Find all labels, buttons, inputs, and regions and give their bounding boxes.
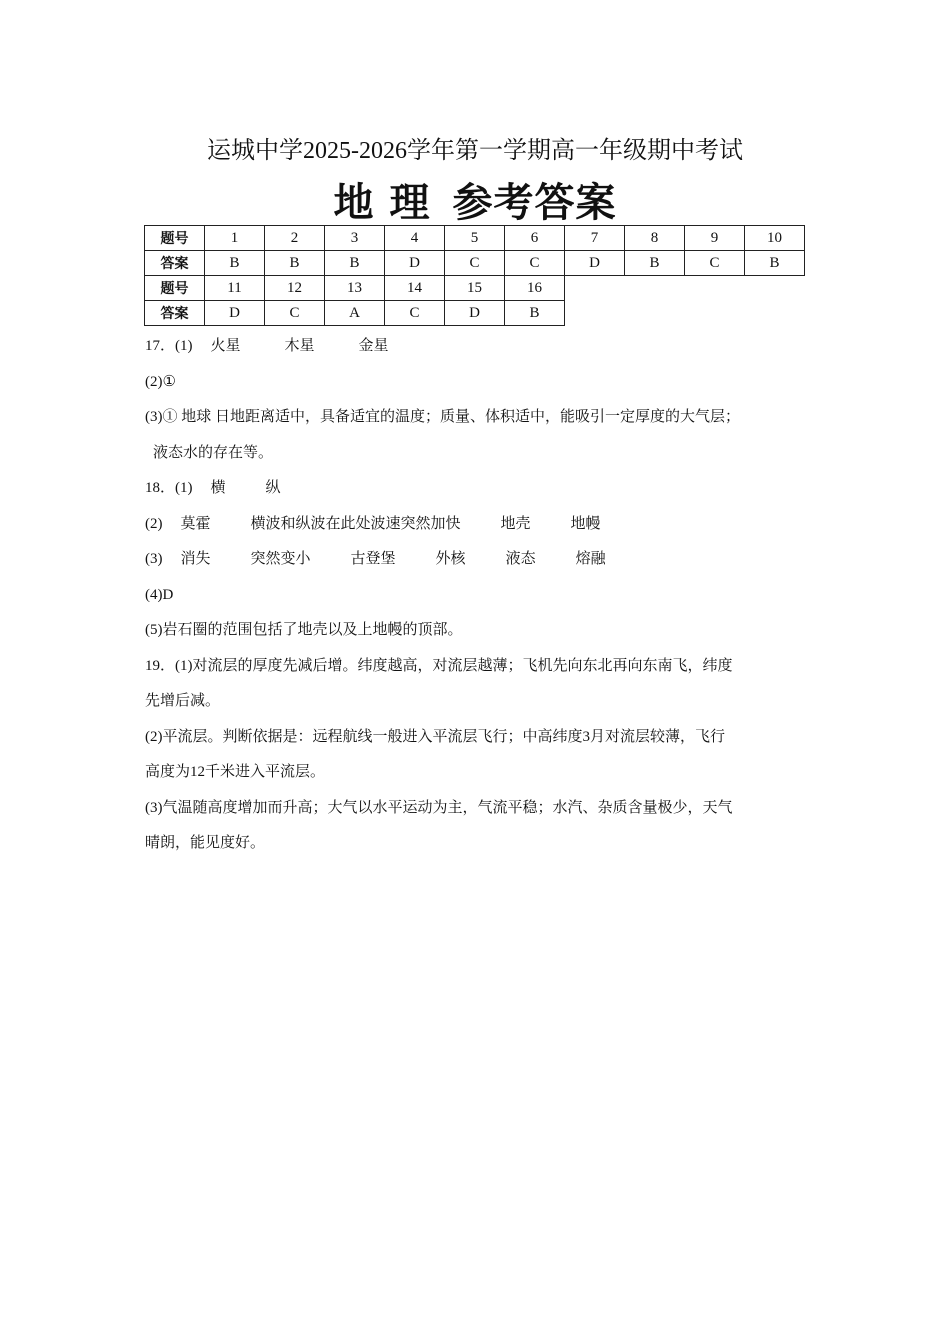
q17-number: 17． bbox=[145, 338, 176, 354]
table-row-numbers-2 bbox=[145, 276, 805, 301]
answer-text: 消失 bbox=[180, 551, 211, 567]
table-cell: 15 bbox=[445, 276, 505, 301]
answer-text: 纵 bbox=[265, 480, 281, 496]
table-cell: 13 bbox=[325, 276, 385, 301]
table-cell: 3 bbox=[325, 226, 385, 251]
table-cell: 2 bbox=[265, 226, 325, 251]
table-cell: 16 bbox=[505, 276, 565, 301]
q18-p2-label: (2) bbox=[145, 515, 163, 532]
table-cell: D bbox=[445, 301, 505, 326]
table-row-answers-2 bbox=[145, 301, 805, 326]
q19-part2-line1: (2)平流层。判断依据是：远程航线一般进入平流层飞行；中高纬度3月对流层较薄，飞行 bbox=[145, 728, 725, 745]
table-cell: 5 bbox=[445, 226, 505, 251]
q18-part1 bbox=[145, 470, 805, 506]
table-cell: C bbox=[385, 301, 445, 326]
answer-text: 横 bbox=[210, 480, 226, 496]
table-cell: C bbox=[445, 251, 505, 276]
table-cell: 7 bbox=[565, 226, 625, 251]
q18-part2 bbox=[145, 506, 805, 542]
q18-p1-label: (1) bbox=[175, 480, 193, 496]
q17-p1-label: (1) bbox=[175, 338, 193, 354]
answer-table bbox=[144, 225, 805, 326]
table-cell: D bbox=[385, 251, 445, 276]
answer-text: 液态 bbox=[505, 551, 536, 567]
table-cell: 12 bbox=[265, 276, 325, 301]
answer-text: 外核 bbox=[435, 551, 466, 567]
doc-type: 参考答案 bbox=[452, 180, 617, 226]
table-cell: 11 bbox=[205, 276, 265, 301]
q18-part5: (5)岩石圈的范围包括了地壳以及上地幔的顶部。 bbox=[145, 622, 463, 638]
table-label-answer: 答案 bbox=[145, 301, 205, 326]
table-label-number: 题号 bbox=[145, 226, 205, 251]
q19-part1-line2: 先增后减。 bbox=[145, 693, 221, 709]
q17-part2: (2)① bbox=[145, 373, 176, 390]
table-row-numbers-1 bbox=[145, 226, 805, 251]
answer-text: 火星 bbox=[210, 338, 241, 354]
answer-text: 突然变小 bbox=[250, 551, 311, 567]
table-label-number: 题号 bbox=[145, 276, 205, 301]
q19-p1-text: (1)对流层的厚度先减后增。纬度越高，对流层越薄；飞机先向东北再向东南飞，纬度 bbox=[175, 657, 733, 674]
table-empty bbox=[565, 276, 805, 301]
table-cell: B bbox=[205, 251, 265, 276]
q18-part4: (4)D bbox=[145, 586, 174, 603]
q17-part1 bbox=[145, 328, 805, 364]
q19-number: 19． bbox=[145, 657, 176, 674]
table-cell: B bbox=[745, 251, 805, 276]
q19-part3-line2: 晴朗，能见度好。 bbox=[145, 835, 266, 851]
answer-text: 莫霍 bbox=[180, 515, 211, 532]
table-row-answers-1 bbox=[145, 251, 805, 276]
table-cell: A bbox=[325, 301, 385, 326]
subject-title bbox=[0, 180, 950, 226]
table-cell: B bbox=[325, 251, 385, 276]
table-cell: C bbox=[265, 301, 325, 326]
answer-text: 木星 bbox=[284, 338, 315, 354]
q17-part3-line2: 液态水的存在等。 bbox=[153, 444, 274, 461]
answer-text: 古登堡 bbox=[350, 551, 396, 567]
q19-part2-line2: 高度为12千米进入平流层。 bbox=[145, 764, 326, 780]
table-cell: D bbox=[565, 251, 625, 276]
q17-part3-line1: (3)① 地球 日地距离适中，具备适宜的温度；质量、体积适中，能吸引一定厚度的大气层； bbox=[145, 409, 740, 425]
table-cell: B bbox=[505, 301, 565, 326]
answer-text: 地幔 bbox=[570, 515, 601, 532]
table-cell: D bbox=[205, 301, 265, 326]
table-cell: 6 bbox=[505, 226, 565, 251]
answer-text: 金星 bbox=[358, 338, 389, 354]
table-cell: 4 bbox=[385, 226, 445, 251]
answer-content bbox=[145, 328, 805, 861]
table-label-answer: 答案 bbox=[145, 251, 205, 276]
exam-title: 运城中学2025-2026学年第一学期高一年级期中考试 bbox=[207, 138, 743, 164]
table-cell: B bbox=[625, 251, 685, 276]
q18-p3-label: (3) bbox=[145, 551, 163, 567]
table-cell: 14 bbox=[385, 276, 445, 301]
answer-text: 地壳 bbox=[500, 515, 531, 532]
q19-part1-line1 bbox=[145, 648, 805, 684]
q19-part3-line1: (3)气温随高度增加而升高；大气以水平运动为主，气流平稳；水汽、杂质含量极少，天气 bbox=[145, 799, 733, 816]
table-cell: 10 bbox=[745, 226, 805, 251]
q18-part3 bbox=[145, 541, 805, 577]
answer-text: 横波和纵波在此处波速突然加快 bbox=[250, 515, 461, 532]
table-cell: B bbox=[265, 251, 325, 276]
subject-name: 地 理 bbox=[333, 180, 431, 226]
answer-text: 熔融 bbox=[575, 551, 606, 567]
table-cell: C bbox=[685, 251, 745, 276]
table-cell: 8 bbox=[625, 226, 685, 251]
table-cell: 9 bbox=[685, 226, 745, 251]
table-cell: 1 bbox=[205, 226, 265, 251]
table-empty bbox=[565, 301, 805, 326]
q18-number: 18． bbox=[145, 480, 176, 496]
table-cell: C bbox=[505, 251, 565, 276]
